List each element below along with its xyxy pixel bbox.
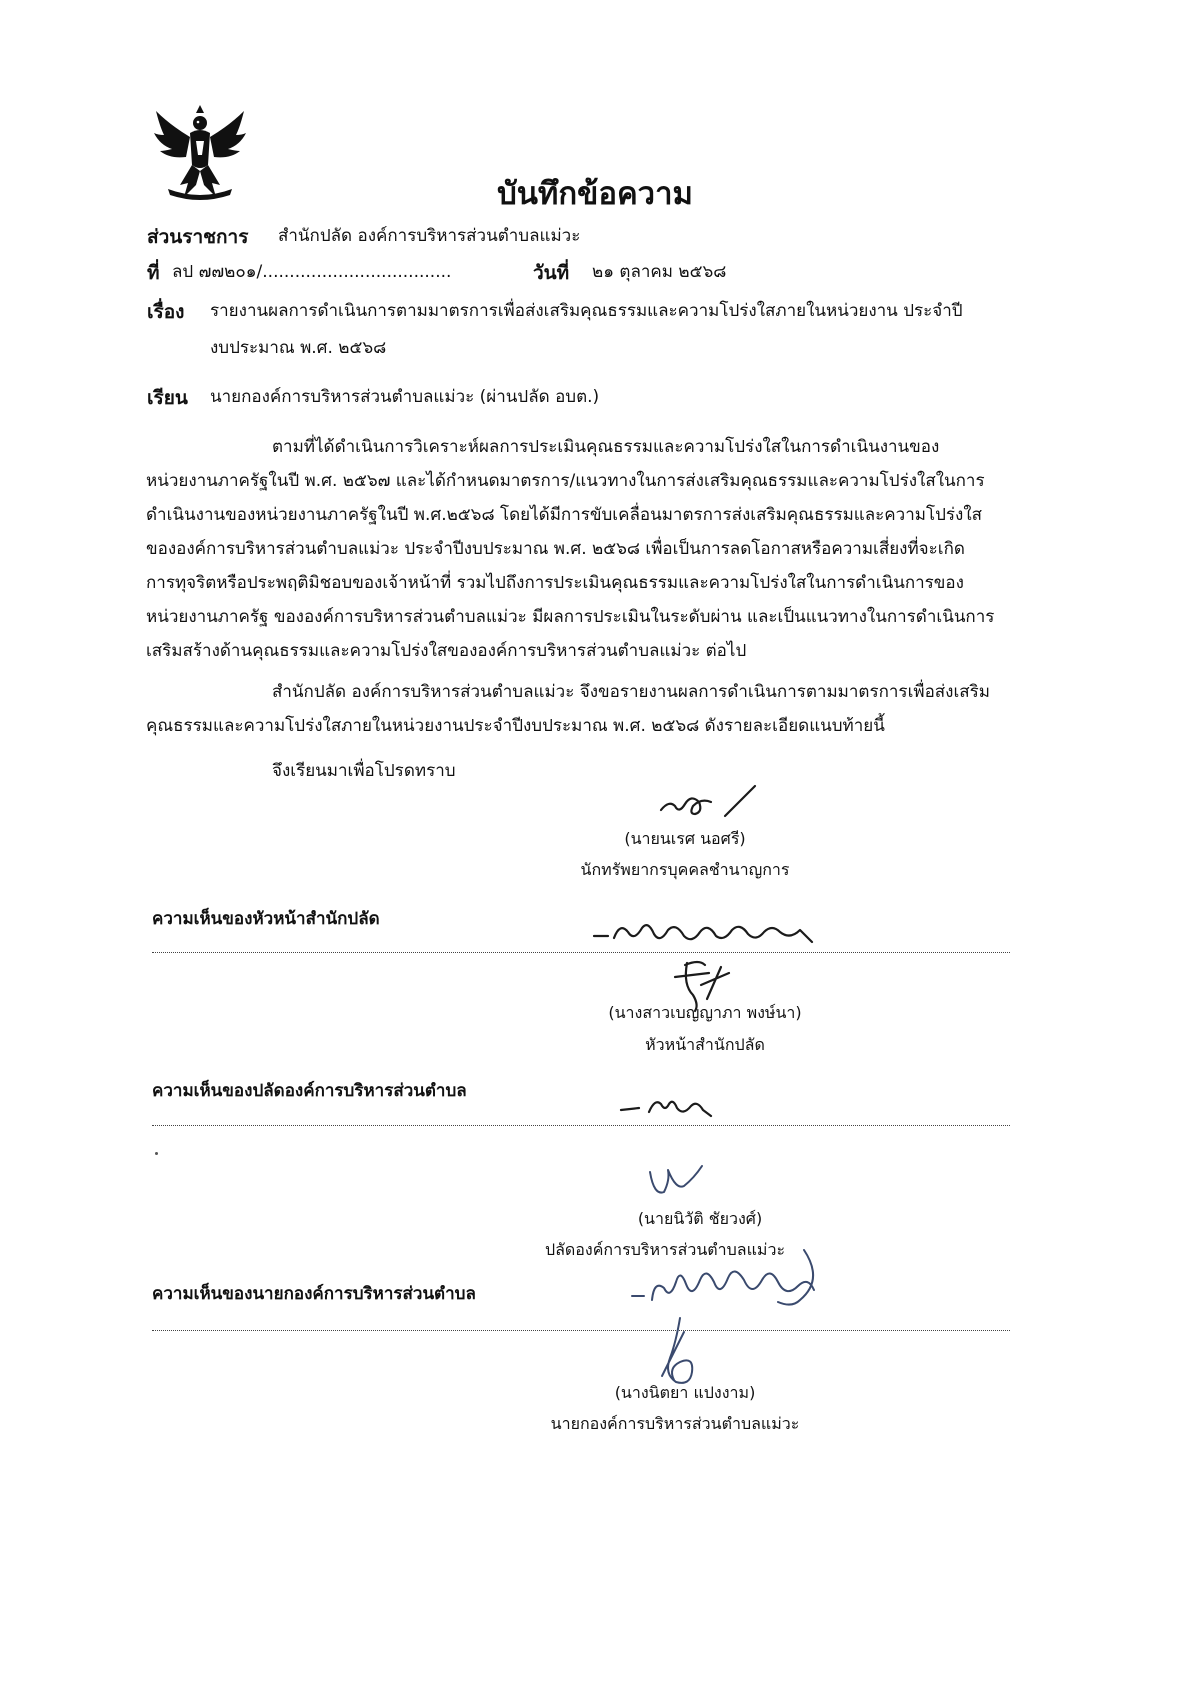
date-label: วันที่ (533, 262, 570, 284)
to-value: นายกองค์การบริหารส่วนตำบลแม่วะ (ผ่านปลัด อบต.) (210, 387, 600, 407)
stray-mark (155, 1152, 158, 1155)
section-1-handwritten-text (590, 912, 598, 913)
section-2-dotted-line (152, 1125, 1010, 1126)
section-2-handwritten-note (615, 1090, 725, 1125)
ref-value: ลป ๗๗๒๐๑/................................... (172, 262, 452, 282)
subject-label: เรื่อง (147, 301, 185, 323)
section-1-signer-name: (นางสาวเบญญาภา พงษ์นา) (608, 1003, 802, 1022)
section-1-signer-position: หัวหน้าสำนักปลัด (645, 1035, 765, 1054)
signer-1-name: (นายนเรศ นอศรี) (624, 829, 746, 848)
section-2-label: ความเห็นของปลัดองค์การบริหารส่วนตำบล (152, 1081, 467, 1101)
agency-value: สำนักปลัด องค์การบริหารส่วนตำบลแม่วะ (278, 226, 581, 246)
subject-line-2: งบประมาณ พ.ศ. ๒๕๖๘ (210, 338, 387, 358)
section-3-dotted-line (152, 1330, 1010, 1331)
body-paragraph-1 (146, 430, 1046, 668)
p1-line: ตามที่ได้ดำเนินการวิเคราะห์ผลการประเมินคุณธรรมและความโปร่งใสในการดำเนินงานของ (272, 437, 940, 457)
to-label: เรียน (147, 387, 188, 409)
section-1-label: ความเห็นของหัวหน้าสำนักปลัด (152, 909, 380, 929)
signature-1 (655, 780, 765, 825)
body-paragraph-2 (146, 675, 1046, 743)
p1-line: การทุจริตหรือประพฤติมิชอบของเจ้าหน้าที่ รวมไปถึงการประเมินคุณธรรมและความโปร่งใสในการดำเนินการของ (146, 573, 964, 593)
closing-text: จึงเรียนมาเพื่อโปรดทราบ (272, 761, 456, 781)
section-1-handwritten-note (590, 912, 830, 952)
subject-line-1: รายงานผลการดำเนินการตามมาตรการเพื่อส่งเสริมคุณธรรมและความโปร่งใสภายในหน่วยงาน ประจำปี (210, 301, 963, 321)
section-1-dotted-line (152, 952, 1010, 953)
ref-label: ที่ (147, 262, 160, 284)
p1-line: ดำเนินงานของหน่วยงานภาครัฐในปี พ.ศ.๒๕๖๘ โดยได้มีการขับเคลื่อนมาตรการส่งเสริมคุณธรรมและความโปร่งใส (146, 505, 983, 525)
section-2-signer-name: (นายนิวัติ ชัยวงศ์) (637, 1209, 763, 1228)
p1-line: ขององค์การบริหารส่วนตำบลแม่วะ ประจำปีงบประมาณ พ.ศ. ๒๕๖๘ เพื่อเป็นการลดโอกาสหรือความเสี่ยงที่จะเกิด (146, 539, 965, 559)
section-3-signer-position: นายกองค์การบริหารส่วนตำบลแม่วะ (550, 1414, 800, 1433)
p2-line: คุณธรรมและความโปร่งใสภายในหน่วยงานประจำปีงบประมาณ พ.ศ. ๒๕๖๘ ดังรายละเอียดแนบท้ายนี้ (146, 716, 885, 736)
section-3-signer-name: (นางนิตยา แปงงาม) (614, 1383, 756, 1402)
signature-3 (640, 1160, 720, 1210)
p1-line: หน่วยงานภาครัฐ ขององค์การบริหารส่วนตำบลแม่วะ มีผลการประเมินในระดับผ่าน และเป็นแนวทางในการดำเนินการ (146, 607, 995, 627)
section-2-signer-position: ปลัดองค์การบริหารส่วนตำบลแม่วะ (544, 1240, 786, 1259)
section-3-label: ความเห็นของนายกองค์การบริหารส่วนตำบล (152, 1284, 476, 1304)
date-value: ๒๑ ตุลาคม ๒๕๖๘ (592, 262, 727, 282)
p1-line: เสริมสร้างด้านคุณธรรมและความโปร่งใสขององค์การบริหารส่วนตำบลแม่วะ ต่อไป (146, 641, 747, 661)
p1-line: หน่วยงานภาครัฐในปี พ.ศ. ๒๕๖๗ และได้กำหนดมาตรการ/แนวทางในการส่งเสริมคุณธรรมและความโปร่งใสในการ (146, 471, 985, 491)
section-3-handwritten-note (628, 1240, 848, 1320)
memo-title: บันทึกข้อความ (497, 176, 693, 212)
section-3-handwritten-text (628, 1240, 630, 1241)
garuda-emblem (150, 105, 250, 205)
agency-label: ส่วนราชการ (147, 226, 249, 248)
section-2-handwritten-text (615, 1090, 617, 1091)
p2-line: สำนักปลัด องค์การบริหารส่วนตำบลแม่วะ จึงขอรายงานผลการดำเนินการตามมาตรการเพื่อส่งเสริม (272, 682, 990, 702)
signer-1-position: นักทรัพยากรบุคคลชำนาญการ (580, 860, 790, 879)
